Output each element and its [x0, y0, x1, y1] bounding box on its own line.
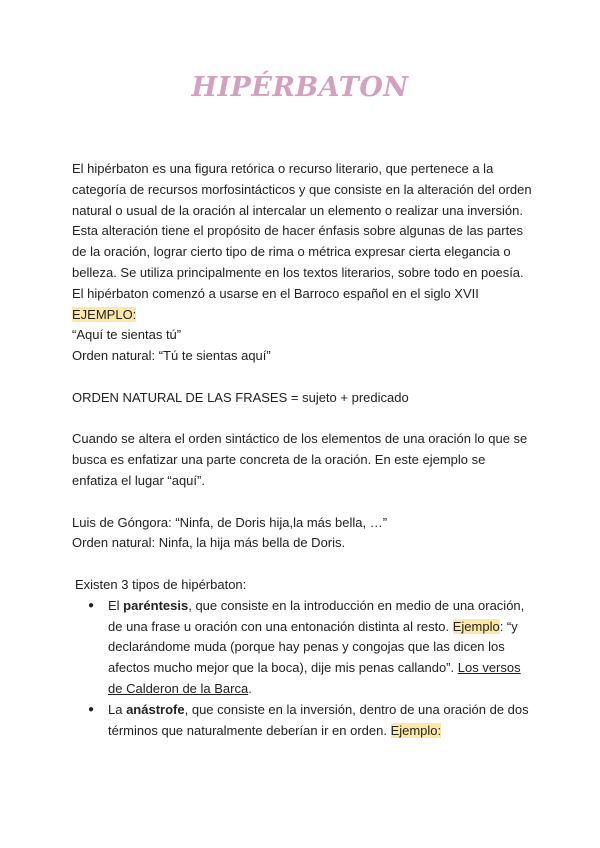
- list-item: ● El paréntesis, que consiste en la introducción en medio de una oración, de una frase u oración con una entonación distinta al resto. Ejemplo: “y declarándome muda (porque hay penas y congojas que las dicen los afectos mucho mejor que la boca), dije mis penas callando”. Los versos de Calderon de la Barca.: [108, 596, 532, 700]
- natural-order-rule: ORDEN NATURAL DE LAS FRASES = sujeto + predicado: [72, 389, 409, 405]
- highlighted-example-label: Ejemplo:: [390, 722, 442, 738]
- intro-paragraph: El hipérbaton es una figura retórica o recurso literario, que pertenece a la categoría de recursos morfosintácticos y que consiste en la alteración del orden natural o usual de la oración al intercalar un elemento o realizar una inversión. Esta alteración tiene el propósito de hacer énfasis sobre algunas de las partes de la oración, lograr cierto tipo de rima o métrica expresar cierta elegancia o belleza. Se utiliza principalmente en los textos literarios, sobre todo en poesía. El hipérbaton comenzó a usarse en el Barroco español en el siglo XVII: [72, 161, 532, 301]
- source-link[interactable]: Los versos de Calderon de la Barca: [108, 660, 521, 696]
- term-anastrofe: anástrofe: [126, 701, 185, 717]
- types-list: [72, 596, 532, 742]
- types-intro: Existen 3 tipos de hipérbaton:: [75, 576, 247, 592]
- gongora-natural-order: Orden natural: Ninfa, la hija más bella de Doris.: [72, 535, 346, 551]
- list-item: ● La anástrofe, que consiste en la inversión, dentro de una oración de dos términos que naturalmente deberían ir en orden. Ejemplo:: [108, 700, 532, 742]
- document-body: [72, 159, 532, 741]
- term-parentesis: paréntesis: [123, 597, 189, 613]
- example-natural-order: Orden natural: “Tú te sientas aquí”: [72, 348, 271, 364]
- page-title: HIPÉRBATON: [191, 72, 409, 103]
- gongora-quote: Luis de Góngora: “Ninfa, de Doris hija,la más bella, …”: [72, 514, 388, 530]
- example-label: [72, 305, 532, 326]
- explanation-paragraph: Cuando se altera el orden sintáctico de los elementos de una oración lo que se busca es enfatizar una parte concreta de la oración. En este ejemplo se enfatiza el lugar “aquí”.: [72, 431, 528, 488]
- highlighted-example-label: Ejemplo: [452, 618, 500, 634]
- example-quote: “Aquí te sientas tú”: [72, 327, 182, 343]
- highlighted-example-label: EJEMPLO:: [72, 306, 137, 322]
